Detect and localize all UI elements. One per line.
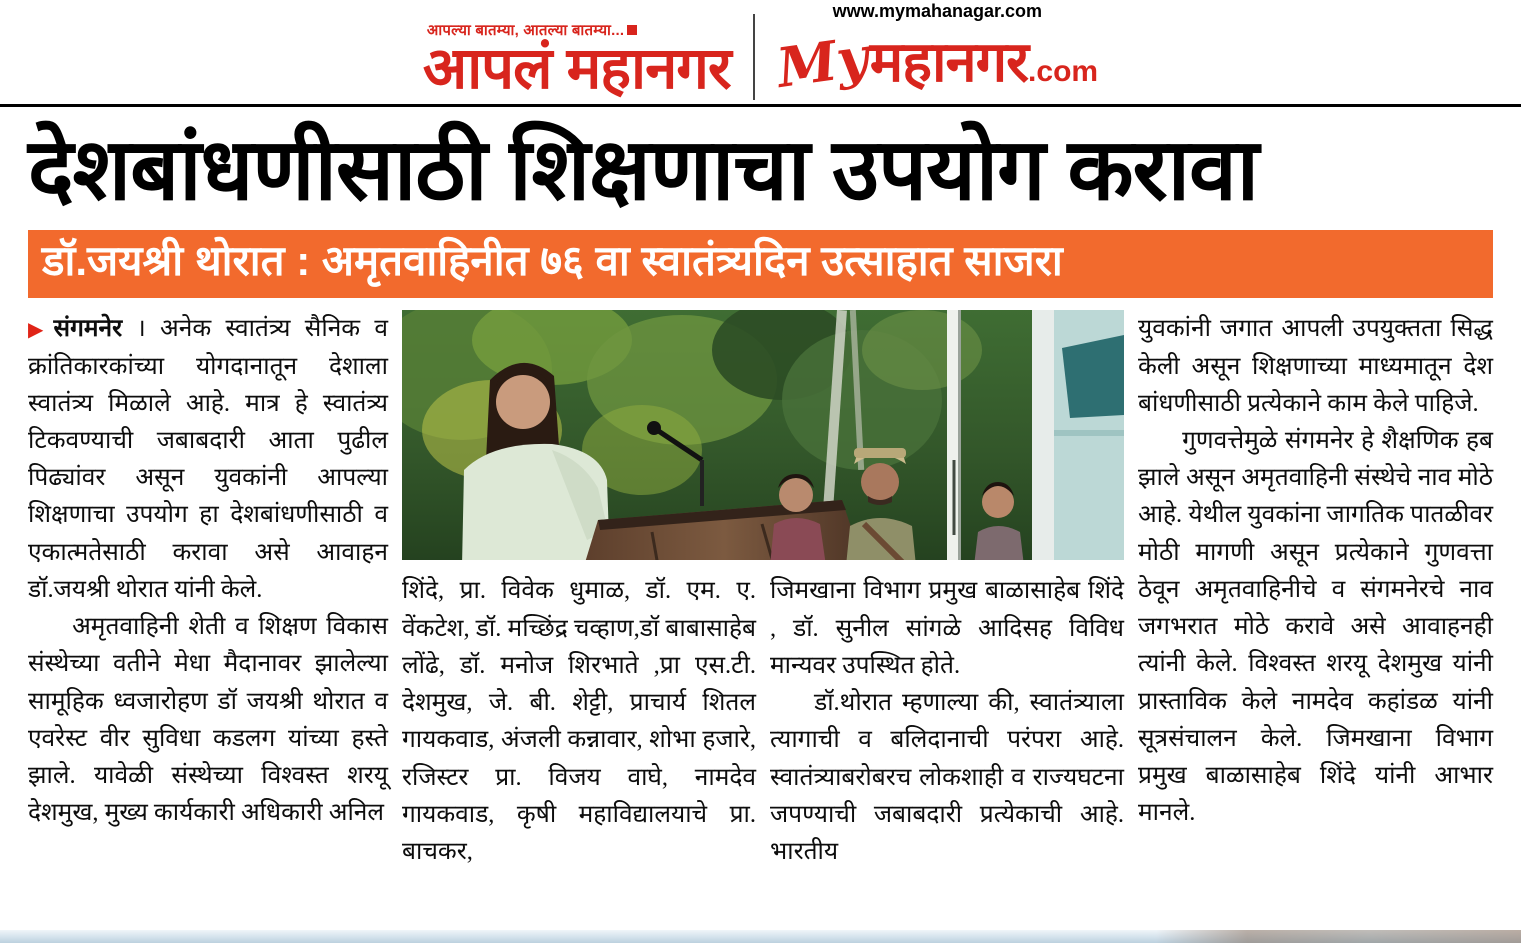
body-column-2 [402, 572, 756, 870]
newspaper-logo-marathi: आपलं महानगर [422, 36, 731, 101]
dateline-separator: । [136, 315, 146, 343]
paragraph-text: अनेक स्वातंत्र्य सैनिक व क्रांतिकारकांच्या योगदानातून देशाला स्वातंत्र्य मिळाले आहे. मात्र हे स्वातंत्र्य टिकवण्याची जबाबदारी आता पुढील पिढ्यांवर असून युवकांनी आपल्या शिक्षणाचा उपयोग हा देशबांधणीसाठी व एकात्मतेसाठी करावा असे आवाहन डॉ.जयश्री थोरात यांनी केले. [28, 315, 389, 603]
masthead-divider [753, 14, 755, 100]
website-url: www.mymahanagar.com [832, 1, 1043, 21]
my-mahanagar-logo [772, 22, 1099, 101]
masthead [0, 0, 1521, 104]
body-column-4 [1138, 310, 1493, 870]
paragraph [28, 310, 388, 608]
logo-dotcom-suffix: .com [1028, 55, 1099, 88]
event-photo-graphic [402, 310, 1124, 560]
paragraph: डॉ.थोरात म्हणाल्या की, स्वातंत्र्याला त्यागाची व बलिदानाची परंपरा आहे. स्वातंत्र्याबरोबरच लोकशाही व राज्यघटना जपण्याची जबाबदारी प्रत्येकाची आहे. भारतीय [770, 689, 1124, 866]
masthead-marathi-logo-block [423, 20, 731, 104]
masthead-english-logo-block [772, 1, 1099, 104]
next-photo-strip [0, 930, 1521, 943]
paragraph: जिमखाना विभाग प्रमुख बाळासाहेब शिंदे , डॉ. सुनील सांगळे आदिसह विविध मान्यवर उपस्थित होते. [770, 577, 1124, 679]
paragraph: युवकांनी जगात आपली उपयुक्तता सिद्ध केली असून शिक्षणाच्या माध्यमातून देश बांधणीसाठी प्रत्येकाने काम केले पाहिजे. [1138, 315, 1493, 417]
paragraph: अमृतवाहिनी शेती व शिक्षण विकास संस्थेच्या वतीने मेधा मैदानावर झालेल्या सामूहिक ध्वजारोहण डॉ जयश्री थोरात व एवरेस्ट वीर सुविधा कडलग यांच्या हस्ते झाले. यावेळी संस्थेच्या विश्वस्त शरयू देशमुख, मुख्य कार्यकारी अधिकारी अनिल [28, 613, 388, 827]
event-photo [402, 310, 1124, 560]
body-middle-section [402, 310, 1124, 870]
dateline-place: संगमनेर [53, 315, 123, 343]
middle-columns [402, 572, 1124, 870]
red-square-icon [627, 25, 637, 35]
dateline-arrow-icon: ▶ [28, 319, 52, 342]
body-column-1 [28, 310, 388, 870]
masthead-tagline-text: आपल्या बातम्या, आतल्या बातम्या... [426, 22, 625, 39]
logo-mahanagar: महानगर [869, 30, 1029, 93]
body-column-3 [770, 572, 1124, 870]
paragraph: गुणवत्तेमुळे संगमनेर हे शैक्षणिक हब झाले असून अमृतवाहिनी संस्थेचे नाव मोठे आहे. येथील युवकांना जागतिक पातळीवर मोठी मागणी असून प्रत्येकाने गुणवत्ता ठेवून अमृतवाहिनीचे व संगमनेरचे नाव जगभरात मोठे करावे असे आवाहनही त्यांनी केले. विश्वस्त शरयू देशमुख यांनी प्रास्ताविक केले नामदेव कहांडळ यांनी सूत्रसंचालन केले. जिमखाना विभाग प्रमुख बाळासाहेब शिंदे यांनी आभार मानले. [1138, 426, 1493, 827]
paragraph: शिंदे, प्रा. विवेक धुमाळ, डॉ. एम. ए. वेंकटेश, डॉ. मच्छिंद्र चव्हाण,डॉ बाबासाहेब लोंढे, डॉ. मनोज शिरभाते ,प्रा एस.टी. देशमुख, जे. बी. शेट्टी, प्राचार्य शितल गायकवाड, अंजली कन्नावार, शोभा हजारे, रजिस्टर प्रा. विजय वाघे, नामदेव गायकवाड, कृषी महाविद्यालयाचे प्रा. बाचकर, [402, 577, 756, 866]
logo-my-script: My [772, 23, 872, 101]
article-headline: देशबांधणीसाठी शिक्षणाचा उपयोग करावा [28, 122, 1259, 218]
article-body [0, 298, 1521, 870]
article-subheadline: डॉ.जयश्री थोरात : अमृतवाहिनीत ७६ वा स्वातंत्र्यदिन उत्साहात साजरा [28, 230, 1493, 298]
